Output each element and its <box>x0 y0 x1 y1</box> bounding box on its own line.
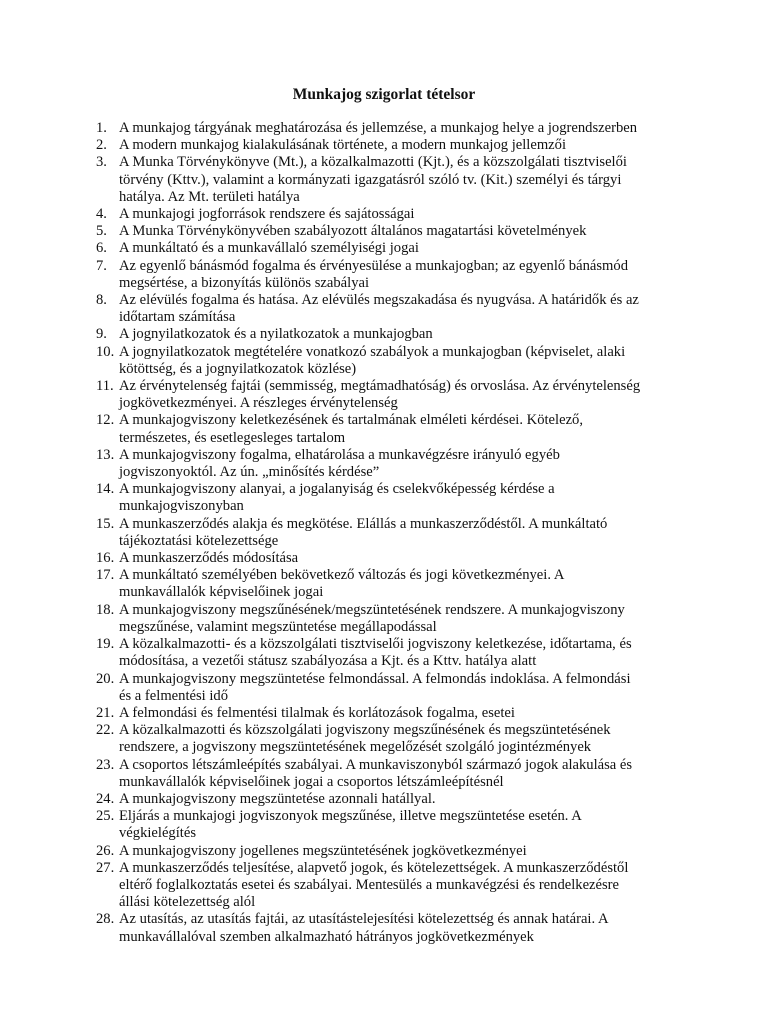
item-number: 7. <box>96 257 107 274</box>
item-text-line: A munkaszerződés módosítása <box>119 550 299 567</box>
item-number: 28. <box>96 911 115 928</box>
list-item <box>96 911 688 945</box>
item-number: 10. <box>96 343 115 360</box>
item-text-line: megszűnése, valamint megszüntetése megállapodással <box>119 618 437 635</box>
list-item <box>96 240 688 257</box>
item-text-line: A modern munkajog kialakulásának története, a modern munkajog jellemzői <box>119 137 567 154</box>
item-number: 24. <box>96 790 115 807</box>
item-number: 20. <box>96 670 115 687</box>
list-item <box>96 636 688 670</box>
item-text-line: A munkaszerződés teljesítése, alapvető jogok, és kötelezettségek. A munkaszerződéstől <box>119 859 629 876</box>
item-text-line: A közalkalmazotti és közszolgálati jogviszony megszűnésének és megszüntetésének <box>119 722 611 739</box>
item-text-line: Az utasítás, az utasítás fajtái, az utasítástelejesítési kötelezettség és annak határai. A <box>119 911 609 928</box>
item-text-line: A munkajogviszony jogellenes megszüntetésének jogkövetkezményei <box>119 842 527 859</box>
item-text-line: munkavállalók képviselőinek jogai a csoportos létszámleépítésnél <box>119 773 504 790</box>
list-item <box>96 344 688 378</box>
item-text-line: munkajogviszonyban <box>119 498 244 515</box>
item-text-line: természetes, és esetlegesleges tartalom <box>119 429 346 446</box>
item-number: 17. <box>96 567 115 584</box>
item-number: 8. <box>96 292 107 309</box>
item-text-line: rendszere, a jogviszony megszüntetésének megelőzését szolgáló jogintézmények <box>119 739 592 756</box>
item-number: 11. <box>96 378 114 395</box>
item-number: 13. <box>96 446 115 463</box>
item-text-line: eltérő foglalkoztatás esetei és szabályai. Mentesülés a munkavégzési és rendelkezésre <box>119 876 620 893</box>
item-text-line: A munkaszerződés alakja és megkötése. Elállás a munkaszerződéstől. A munkáltató <box>119 515 608 532</box>
item-number: 19. <box>96 636 115 653</box>
item-text-line: megsértése, a bizonyítás különös szabályai <box>119 274 370 291</box>
item-text-line: A munkajog tárgyának meghatározása és jellemzése, a munkajog helye a jogrendszerben <box>119 120 638 136</box>
list-item <box>96 757 688 791</box>
item-number: 1. <box>96 120 107 136</box>
list-item <box>96 412 688 446</box>
list-item <box>96 447 688 481</box>
item-number: 6. <box>96 240 107 257</box>
list-item <box>96 671 688 705</box>
list-item <box>96 602 688 636</box>
list-item <box>96 258 688 292</box>
item-number: 22. <box>96 722 115 739</box>
item-text-line: kötöttség, és a jognyilatkozatok közlése) <box>119 360 357 377</box>
item-number: 25. <box>96 808 115 825</box>
item-number: 16. <box>96 550 115 567</box>
item-number: 15. <box>96 515 115 532</box>
list-item <box>96 120 688 137</box>
item-text-line: A munkajogviszony alanyai, a jogalanyiság és cselekvőképesség kérdése a <box>119 481 555 498</box>
item-text-line: A munkáltató személyében bekövetkező változás és jogi következményei. A <box>119 567 565 584</box>
item-text-line: törvény (Kttv.), valamint a kormányzati igazgatásról szóló tv. (Kit.) személyi és tárgyi <box>119 171 622 188</box>
item-text-line: munkavállalók képviselőinek jogai <box>119 584 324 601</box>
item-text-line: állási kötelezettség alól <box>119 894 256 911</box>
item-number: 26. <box>96 842 115 859</box>
item-number: 12. <box>96 412 115 429</box>
list-item <box>96 722 688 756</box>
item-text-line: A munkajogviszony megszüntetése felmondással. A felmondás indoklása. A felmondási <box>119 670 631 687</box>
list-item <box>96 550 688 567</box>
document-title: Munkajog szigorlat tételsor <box>292 86 476 103</box>
item-text-line: hatálya. Az Mt. területi hatálya <box>119 188 300 205</box>
item-text-line: A munkajogi jogforrások rendszere és sajátosságai <box>119 206 415 223</box>
item-number: 14. <box>96 481 115 498</box>
list-item <box>96 154 688 206</box>
item-number: 3. <box>96 154 107 171</box>
item-number: 9. <box>96 326 107 343</box>
item-text-line: Az érvénytelenség fajtái (semmisség, megtámadhatóság) és orvoslása. Az érvénytelenség <box>119 378 641 395</box>
item-text-line: A Munka Törvénykönyve (Mt.), a közalkalmazotti (Kjt.), és a közszolgálati tisztviselői <box>119 154 627 171</box>
item-text-line: Az egyenlő bánásmód fogalma és érvényesülése a munkajogban; az egyenlő bánásmód <box>119 257 628 274</box>
topic-list <box>96 120 688 946</box>
item-text-line: időtartam számítása <box>119 309 236 326</box>
list-item <box>96 791 688 808</box>
item-number: 4. <box>96 206 107 223</box>
list-item <box>96 808 688 842</box>
item-number: 2. <box>96 137 107 154</box>
item-text-line: A Munka Törvénykönyvében szabályozott általános magatartási követelmények <box>119 223 587 240</box>
item-text-line: A közalkalmazotti- és a közszolgálati tisztviselői jogviszony keletkezése, időtartama, és <box>119 636 632 653</box>
item-number: 21. <box>96 704 115 721</box>
list-item <box>96 516 688 550</box>
item-text-line: A munkajogviszony fogalma, elhatárolása a munkavégzésre irányuló egyéb <box>119 446 560 463</box>
item-text-line: A jognyilatkozatok megtételére vonatkozó szabályok a munkajogban (képviselet, alaki <box>119 343 626 360</box>
item-text-line: jogviszonyoktól. Az ún. „minősítés kérdése” <box>119 464 380 481</box>
list-item <box>96 843 688 860</box>
item-text-line: jogkövetkezményei. A részleges érvénytelenség <box>119 395 398 412</box>
list-item <box>96 378 688 412</box>
item-number: 23. <box>96 756 115 773</box>
item-text-line: munkavállalóval szemben alkalmazható hátrányos jogkövetkezmények <box>119 928 534 945</box>
item-text-line: A felmondási és felmentési tilalmak és korlátozások fogalma, esetei <box>119 704 515 721</box>
item-text-line: A munkajogviszony megszűnésének/megszüntetésének rendszere. A munkajogviszony <box>119 601 625 618</box>
item-text-line: végkielégítés <box>119 825 196 842</box>
item-text-line: A jognyilatkozatok és a nyilatkozatok a munkajogban <box>119 326 433 343</box>
list-item <box>96 223 688 240</box>
item-number: 5. <box>96 223 107 240</box>
list-item <box>96 705 688 722</box>
item-text-line: A munkáltató és a munkavállaló személyiségi jogai <box>119 240 419 257</box>
item-text-line: és a felmentési idő <box>119 687 229 704</box>
item-text-line: A munkajogviszony keletkezésének és tartalmának elméleti kérdései. Kötelező, <box>119 412 583 429</box>
item-text-line: tájékoztatási kötelezettsége <box>119 532 279 549</box>
list-item <box>96 860 688 912</box>
list-item <box>96 137 688 154</box>
item-text-line: A csoportos létszámleépítés szabályai. A munkaviszonyból származó jogok alakulása és <box>119 756 633 773</box>
item-text-line: Eljárás a munkajogi jogviszonyok megszűnése, illetve megszüntetése esetén. A <box>119 808 582 825</box>
item-text-line: módosítása, a vezetői státusz szabályozása a Kjt. és a Kttv. hatálya alatt <box>119 653 537 670</box>
item-number: 18. <box>96 601 115 618</box>
item-text-line: A munkajogviszony megszüntetése azonnali hatállyal. <box>119 790 436 807</box>
list-item <box>96 206 688 223</box>
list-item <box>96 481 688 515</box>
list-item <box>96 292 688 326</box>
item-text-line: Az elévülés fogalma és hatása. Az elévülés megszakadása és nyugvása. A határidők és az <box>119 292 639 309</box>
list-item <box>96 326 688 343</box>
list-item <box>96 567 688 601</box>
item-number: 27. <box>96 859 115 876</box>
